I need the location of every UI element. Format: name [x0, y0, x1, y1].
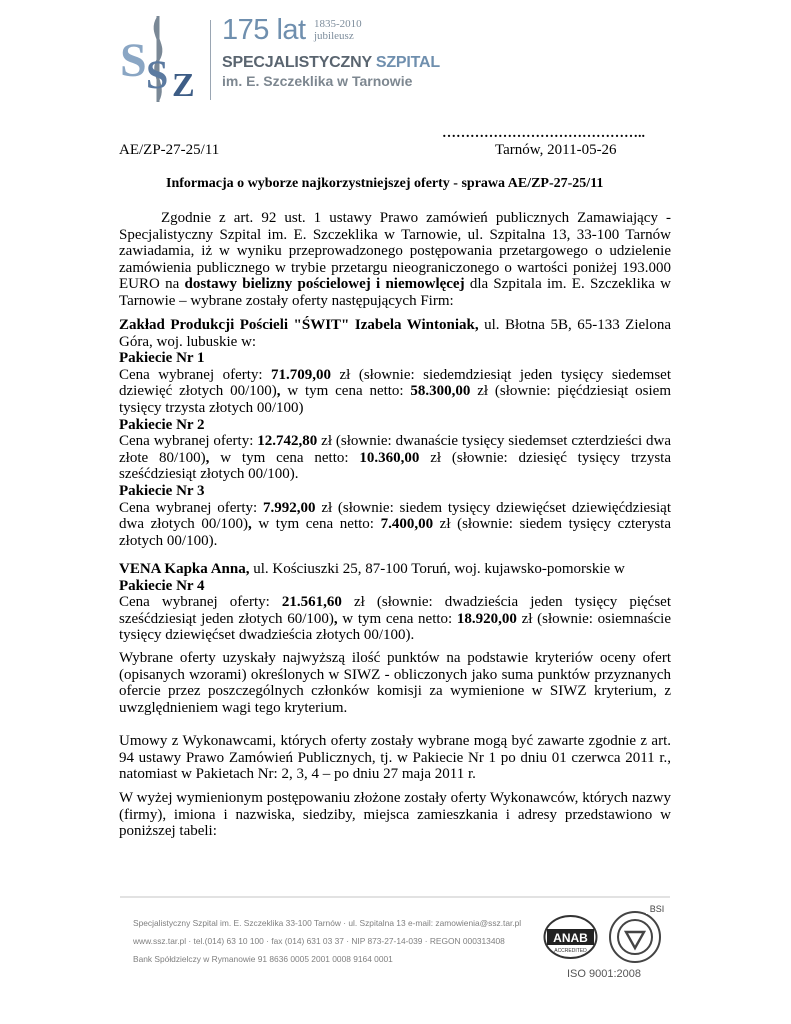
intro-subject: dostawy bielizny pościelowej i niemowlęcej — [184, 276, 465, 293]
price-words: zł (słownie: dwanaście tysięcy siedemset czterdzieści dwa złote 80/100) — [119, 433, 672, 466]
net-words: zł (słownie: pięćdziesiąt osiem tysięcy trzysta złotych 00/100) — [119, 383, 671, 416]
place-date: Tarnów, 2011-05-26 — [495, 142, 617, 158]
price-words: zł (słownie: siedem tysięcy dziewięćset dziewięćdziesiąt dwa złotych 00/100) — [119, 499, 671, 533]
footer-contact: www.ssz.tar.pl · tel.(014) 63 10 100 · fax (014) 631 03 37 · NIP 873-27-14-039 · REGON 000313408 — [133, 936, 505, 946]
anab-accreditation-logo — [543, 914, 598, 960]
intro-text-2: dla Szpitala im. E. Szczeklika w Tarnowie – wybrane zostały oferty następujących Firm: — [119, 276, 671, 309]
package-heading: Pakiecie Nr 4 — [119, 577, 205, 594]
hospital-name-part1: SPECJALISTYCZNY — [222, 54, 372, 71]
firm-1-section — [119, 317, 671, 549]
package-heading: Pakiecie Nr 1 — [119, 350, 205, 367]
firm-2-name: VENA Kapka Anna, — [119, 561, 250, 577]
package-1-price — [119, 367, 671, 417]
hospital-name — [222, 54, 440, 72]
price-value: 21.561,60 — [281, 594, 342, 611]
firm-1-name: Zakład Produkcji Pościeli "ŚWIT" Izabela Wintoniak, — [119, 317, 479, 333]
net-lead: w tym cena netto: — [251, 516, 381, 533]
document-title: Informacja o wyborze najkorzystniejszej oferty - sprawa AE/ZP-27-25/11 — [166, 176, 604, 191]
criteria-paragraph: Wybrane oferty uzyskały najwyższą ilość punktów na podstawie kryteriów oceny ofert (opisanych wzorami) określonych w SIWZ - obliczonych jako suma punktów przyznanych ofercie przez poszczególnych członków komisji za wymienione w SIWZ kryterium, z uwzględnieniem wagi tego kryterium. — [119, 650, 671, 716]
package-3-price — [119, 500, 671, 550]
iso-standard: ISO 9001:2008 — [567, 968, 642, 980]
jubilee-year-range: 1835-2010 — [314, 18, 362, 30]
intro-paragraph — [119, 210, 671, 310]
firm-2-address: ul. Kościuszki 25, 87-100 Toruń, woj. kujawsko-pomorskie w — [249, 561, 625, 577]
price-value: 12.742,80 — [257, 433, 318, 450]
bsi-text: BSI — [649, 904, 665, 914]
header-divider — [210, 20, 211, 100]
jubilee-word: jubileusz — [314, 30, 354, 42]
package-4-price — [119, 594, 671, 644]
jubilee-main: 175 lat — [222, 14, 306, 46]
price-words: zł (słownie: dwadzieścia jeden tysięcy pięćset sześćdziesiąt jeden złotych 60/100) — [119, 594, 671, 627]
net-lead: w tym cena netto: — [280, 383, 411, 400]
intro-text-1: Zgodnie z art. 92 ust. 1 ustawy Prawo zamówień publicznych Zamawiający - Specjalistyczny Szpital im. E. Szczeklika w Tarnowie, ul. Szpitalna 13, 33-100 Tarnów zawiadamia, iż w wyniku przeprowadzonego postępowania przetargowego o udzielenie zamówienia publicznego w trybie przetargu nieograniczonego o wartości poniżej 193.000 EURO na — [119, 210, 671, 293]
price-lead: Cena wybranej oferty: — [119, 433, 258, 450]
firm-1-header — [119, 317, 671, 350]
firm-1-address: ul. Błotna 5B, 65-133 Zielona Góra, woj. lubuskie w: — [119, 317, 671, 350]
svg-text:S: S — [120, 34, 147, 87]
jubilee-years — [314, 18, 362, 42]
package-heading: Pakiecie Nr 3 — [119, 482, 205, 499]
price-comma: , — [276, 383, 281, 400]
anab-text: ANAB — [553, 931, 588, 945]
signature-dots: …………………………………….. — [442, 126, 645, 141]
reference-number: AE/ZP-27-25/11 — [119, 142, 220, 158]
net-words: zł (słownie: osiemnaście tysięcy dziewięćset dwadzieścia złotych 00/100). — [119, 610, 671, 644]
net-lead: w tym cena netto: — [209, 449, 360, 466]
price-lead: Cena wybranej oferty: — [119, 594, 282, 611]
net-lead: w tym cena netto: — [337, 610, 457, 627]
contracts-paragraph: Umowy z Wykonawcami, których oferty zostały wybrane mogą być zawarte zgodnie z art. 94 ustawy Prawo Zamówień Publicznych, tj. w Pakiecie Nr 1 po dniu 01 czerwca 2011 r., natomiast w Pakietach Nr: 2, 3, 4 – po dniu 27 maja 2011 r. — [119, 733, 671, 783]
net-words: zł (słownie: dziesięć tysięcy trzysta sześćdziesiąt złotych 00/100). — [119, 449, 671, 483]
hospital-subname: im. E. Szczeklika w Tarnowie — [222, 73, 413, 89]
price-value: 7.992,00 — [263, 499, 316, 516]
footer-bank: Bank Spółdzielczy w Rymanowie 91 8636 0005 2001 0008 9164 0001 — [133, 954, 393, 964]
net-value: 7.400,00 — [380, 516, 434, 533]
price-comma: , — [248, 516, 252, 533]
hospital-name-part2: SZPITAL — [375, 54, 440, 71]
net-value: 10.360,00 — [359, 449, 420, 466]
net-value: 18.920,00 — [456, 610, 517, 627]
anab-sub-text: ACCREDITED — [554, 948, 587, 954]
svg-text:Z: Z — [172, 67, 195, 104]
table-intro-paragraph: W wyżej wymienionym postępowaniu złożone zostały oferty Wykonawców, których nazwy (firmy), imiona i nazwiska, siedziby, miejsca zamieszkania i adresy przedstawiono w poniższej tabeli: — [119, 790, 671, 840]
footer-address: Specjalistyczny Szpital im. E. Szczeklika 33-100 Tarnów · ul. Szpitalna 13 e-mail: zamowienia@ssz.tar.pl — [133, 918, 522, 928]
price-comma: , — [205, 449, 210, 466]
price-lead: Cena wybranej oferty: — [119, 366, 272, 383]
price-comma: , — [333, 610, 338, 627]
net-words: zł (słownie: siedem tysięcy czterysta złotych 00/100). — [119, 516, 671, 549]
price-value: 71.709,00 — [271, 366, 332, 383]
hospital-logo — [118, 14, 198, 104]
price-words: zł (słownie: siedemdziesiąt jeden tysięcy siedemset dziewięć złotych 00/100) — [119, 366, 671, 400]
footer-divider — [120, 896, 670, 898]
firm-2-section — [119, 561, 671, 644]
bsi-certification-logo — [600, 902, 670, 964]
firm-2-header — [119, 561, 671, 578]
price-lead: Cena wybranej oferty: — [119, 499, 264, 516]
svg-text:S: S — [146, 52, 169, 97]
package-2-price — [119, 433, 671, 483]
package-heading: Pakiecie Nr 2 — [119, 416, 205, 433]
net-value: 58.300,00 — [410, 383, 471, 400]
